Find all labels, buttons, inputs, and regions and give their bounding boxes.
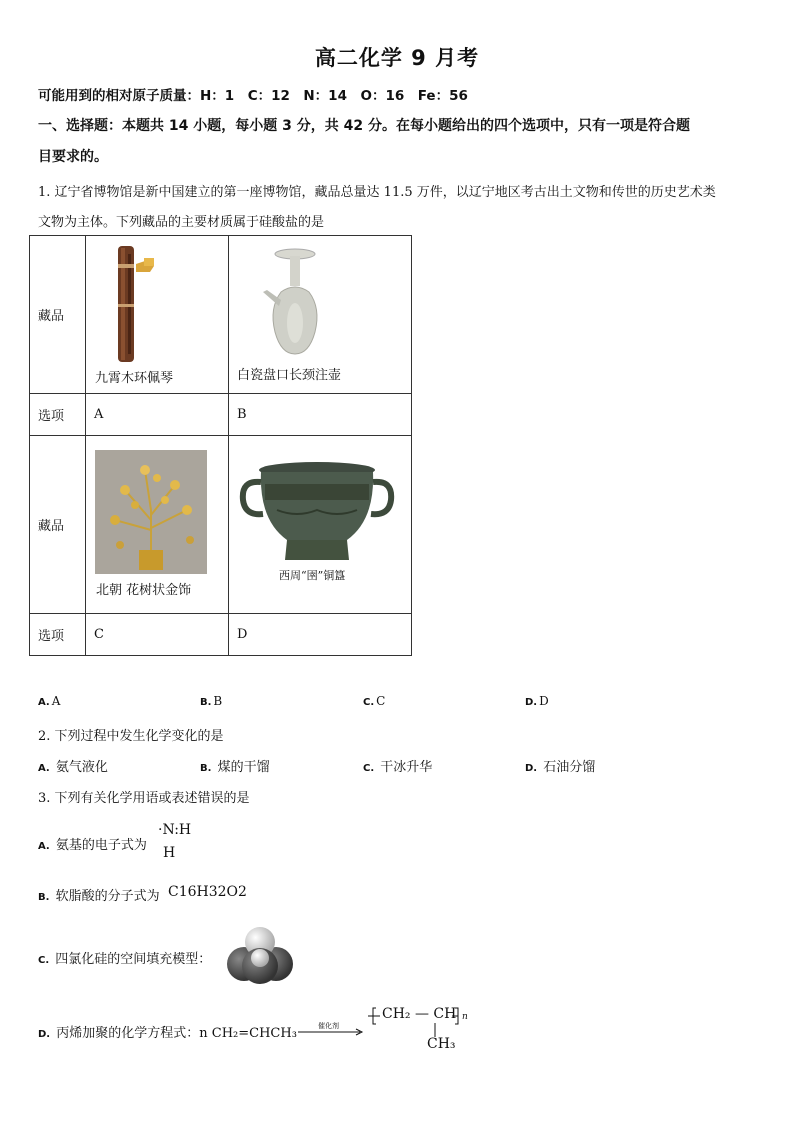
reaction-arrow-icon: [298, 1027, 364, 1037]
option-a-label: A: [86, 394, 229, 436]
caption-c: 北朝 花树状金饰: [96, 583, 192, 598]
q1-stem-line2: 文物为主体。下列藏品的主要材质属于硅酸盐的是: [38, 215, 325, 230]
q3-stem: 3. 下列有关化学用语或表述错误的是: [38, 791, 250, 806]
option-b-label: B: [229, 394, 412, 436]
q2-choice-a[interactable]: A. 氨气液化: [38, 760, 108, 775]
porcelain-ewer-image: [259, 248, 339, 358]
q2-choice-d[interactable]: D. 石油分馏: [525, 760, 596, 775]
option-c-label: C: [86, 614, 229, 656]
q1-choice-d[interactable]: D. D: [525, 694, 549, 708]
q3-choice-d[interactable]: D. 丙烯加聚的化学方程式：n CH₂=CHCH₃: [38, 1026, 297, 1041]
caption-d: 西周“圉”铜簋: [279, 569, 346, 582]
q3-choice-c[interactable]: C. 四氯化硅的空间填充模型：: [38, 952, 212, 967]
polymer-left-bracket-icon: [366, 1006, 380, 1026]
q1-artifact-table: [29, 235, 412, 656]
caption-a: 九霄木环佩琴: [95, 371, 174, 386]
cell-item-d: [229, 436, 412, 614]
section1-heading-line1: 一、选择题：本题共 14 小题，每小题 3 分，共 42 分。在每小题给出的四个选项中，只有一项是符合题: [38, 118, 690, 134]
polymer-chain: CH₂ — CH: [382, 1006, 457, 1022]
q1-stem-line1: 1. 辽宁省博物馆是新中国建立的第一座博物馆，藏品总量达 11.5 万件，以辽宁地区考古出土文物和传世的历史艺术类: [38, 185, 716, 200]
amino-electron-formula-top: ·N:H: [158, 822, 192, 838]
caption-b: 白瓷盘口长颈注壶: [237, 368, 342, 383]
gold-tree-image: [95, 450, 207, 574]
q1-choice-a[interactable]: A. A: [38, 694, 61, 708]
sicl4-space-filling-model: [224, 926, 296, 986]
q2-stem: 2. 下列过程中发生化学变化的是: [38, 729, 224, 744]
row-label-option-1: 选项: [30, 394, 86, 436]
q1-choice-b[interactable]: B. B: [200, 694, 223, 708]
page-title: 高二化学 9 月考: [314, 46, 480, 70]
row-label-item: 藏品: [30, 236, 86, 394]
cell-item-a: [86, 236, 229, 394]
polymer-branch-bond: [433, 1023, 437, 1037]
catalyst-label: 催化剂: [318, 1022, 339, 1030]
q2-choice-c[interactable]: C. 干冰升华: [363, 760, 433, 775]
polymer-branch: CH₃: [427, 1036, 456, 1052]
q3-choice-b[interactable]: B. 软脂酸的分子式为: [38, 889, 160, 904]
q1-choice-c[interactable]: C. C: [363, 694, 386, 708]
cell-item-c: [86, 436, 229, 614]
q3-choice-a[interactable]: A. 氨基的电子式为: [38, 838, 147, 853]
bronze-gui-image: [237, 460, 397, 570]
guqin-image: [108, 244, 168, 364]
cell-item-b: [229, 236, 412, 394]
polymer-subscript-n: n: [462, 1012, 468, 1022]
palmitic-acid-formula: C16H32O2: [168, 884, 247, 900]
amino-electron-formula-bottom: H: [163, 845, 176, 861]
atomic-masses: 可能用到的相对原子质量：H：1 C：12 N：14 O：16 Fe：56: [38, 88, 468, 104]
option-d-label: D: [229, 614, 412, 656]
section1-heading-line2: 目要求的。: [38, 149, 108, 165]
row-label-option-2: 选项: [30, 614, 86, 656]
row-label-item-2: 藏品: [30, 436, 86, 614]
q2-choice-b[interactable]: B. 煤的干馏: [200, 760, 270, 775]
